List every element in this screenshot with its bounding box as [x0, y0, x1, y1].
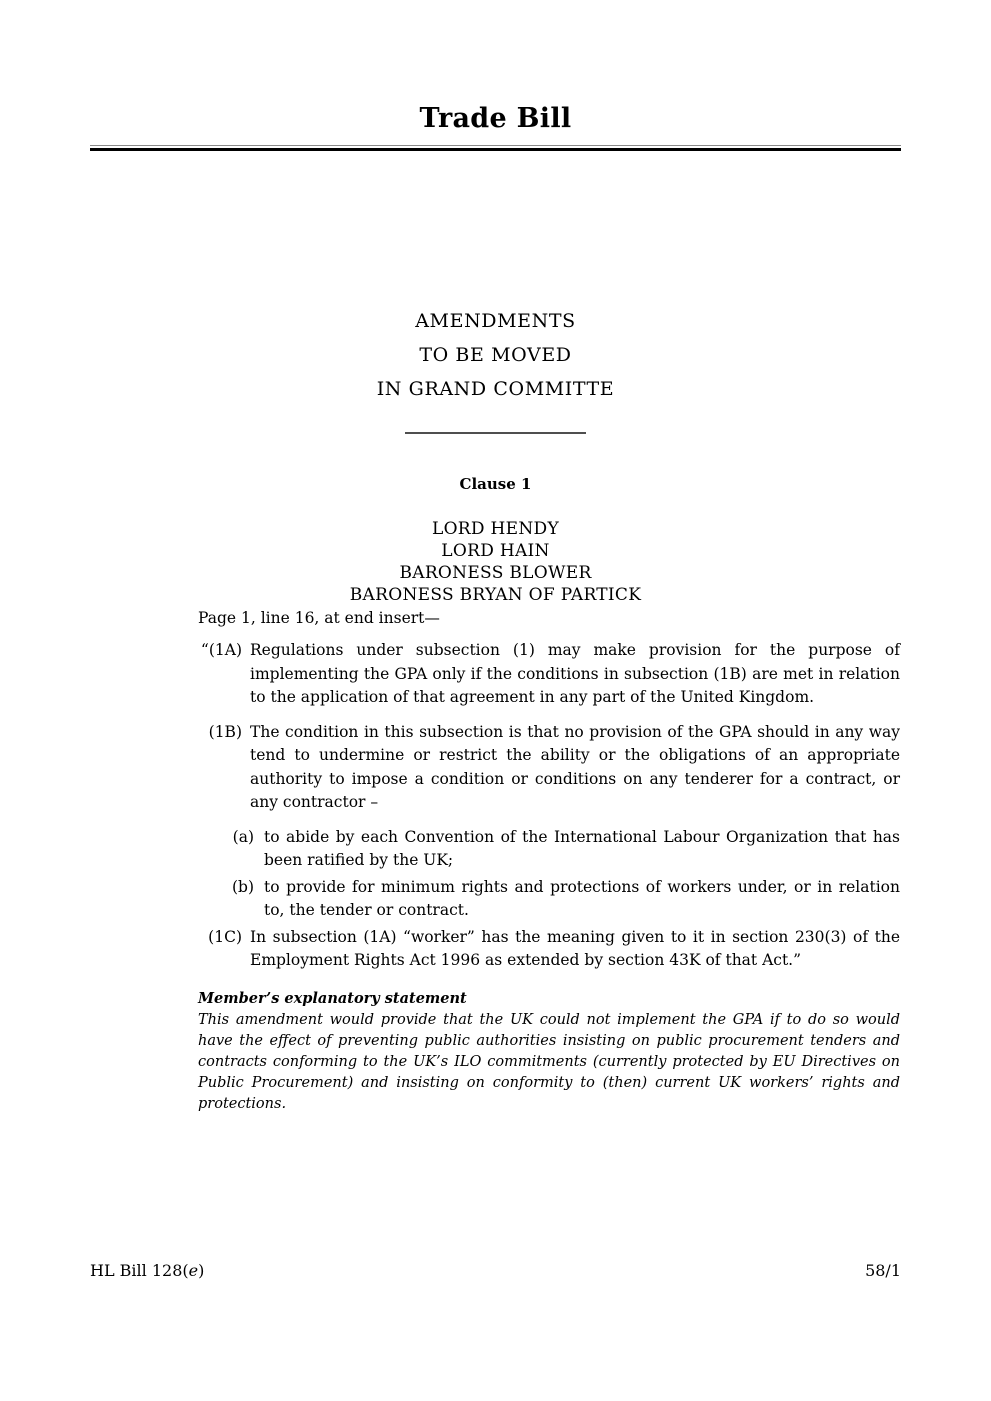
amendment-paragraph-1b [198, 721, 900, 815]
sponsor-name: BARONESS BRYAN OF PARTICK [349, 585, 642, 605]
sponsor-name: LORD HAIN [441, 541, 550, 561]
bill-reference [90, 1261, 204, 1280]
heading-line-to-be-moved: TO BE MOVED [419, 344, 572, 366]
amendments-heading [0, 304, 991, 406]
amendment-sublist [198, 826, 900, 923]
page-title: Trade Bill [419, 103, 572, 134]
amendment-body [198, 607, 900, 973]
explanatory-statement [198, 988, 900, 1115]
subparagraph-text: to abide by each Convention of the International Labour Organization that has been ratified by the UK; [264, 827, 900, 869]
amendment-subparagraph-a [220, 826, 900, 873]
paragraph-text: In subsection (1A) “worker” has the meaning given to it in section 230(3) of the Employment Rights Act 1996 as extended by section 43K of that Act.” [250, 927, 900, 969]
subparagraph-text: to provide for minimum rights and protections of workers under, or in relation to, the tender or contract. [264, 877, 900, 919]
amendment-paragraph-1c [198, 926, 900, 973]
page-footer [90, 1261, 901, 1280]
heading-line-amendments: AMENDMENTS [415, 310, 576, 332]
bill-reference-letter: e [188, 1261, 199, 1280]
paragraph-text: The condition in this subsection is that no provision of the GPA should in any way tend to undermine or restrict the ability or the obligations of an appropriate authority to impose a condition or conditions on any tenderer for a contract, or any contractor – [250, 722, 900, 811]
clause-heading: Clause 1 [459, 475, 532, 493]
bill-reference-prefix: HL Bill 128( [90, 1261, 189, 1280]
paragraph-marker: (1C) [208, 927, 242, 946]
amendment-subparagraph-b [220, 876, 900, 923]
paragraph-text: Regulations under subsection (1) may make provision for the purpose of implementing the GPA only if the conditions in subsection (1B) are met in relation to the application of that agreement in any part of the United Kingdom. [250, 641, 900, 706]
paragraph-marker: (1B) [208, 722, 242, 741]
bill-reference-suffix: ) [198, 1261, 205, 1280]
sponsor-list [0, 518, 991, 606]
heading-line-in-grand-committe: IN GRAND COMMITTE [376, 378, 615, 400]
header-double-rule [90, 145, 901, 151]
page-reference: 58/1 [865, 1261, 901, 1280]
explanatory-statement-title: Member’s explanatory statement [198, 990, 467, 1007]
sponsor-name: LORD HENDY [431, 519, 560, 539]
explanatory-statement-text: This amendment would provide that the UK could not implement the GPA if to do so would have the effect of preventing public authorities insisting on public procurement tenders and contracts conforming to the UK’s ILO commitments (currently protected by EU Directives on Public Procurement) and insisting on conformity to (then) current UK workers’ rights and protections. [198, 1012, 900, 1112]
header-rule-thick [90, 148, 901, 151]
subparagraph-marker: (b) [231, 877, 254, 896]
amendment-lead-line: Page 1, line 16, at end insert— [198, 609, 440, 627]
paragraph-marker: “(1A) [200, 641, 242, 659]
section-divider-rule [405, 432, 586, 434]
sponsor-name: BARONESS BLOWER [399, 563, 592, 583]
amendment-paragraph-1a [198, 639, 900, 710]
subparagraph-marker: (a) [232, 827, 254, 846]
